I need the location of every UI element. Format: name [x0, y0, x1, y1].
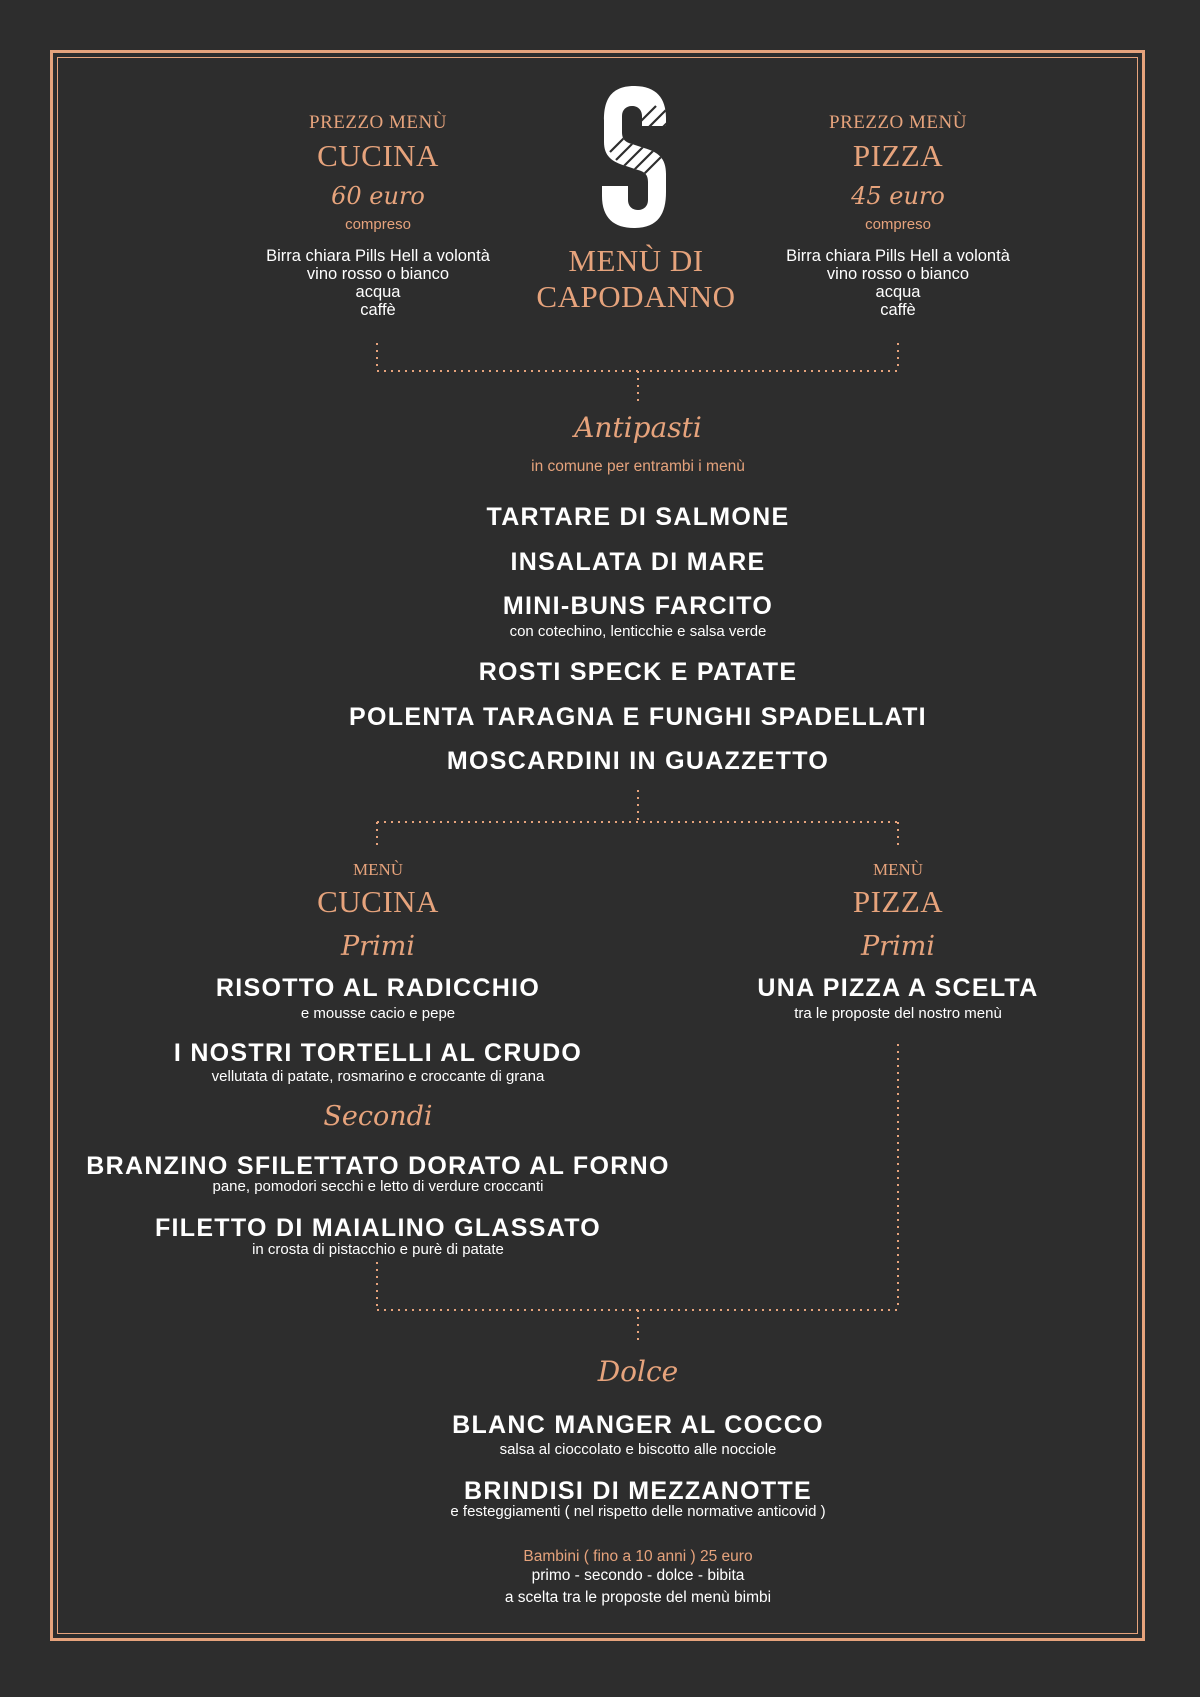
price-amount: 60 euro	[331, 182, 425, 210]
antipasto-dish: TARTARE DI SALMONE	[486, 503, 790, 531]
antipasto-dish: INSALATA DI MARE	[510, 548, 766, 576]
price-menu-name: CUCINA	[317, 138, 439, 173]
price-menu-name: PIZZA	[852, 138, 944, 173]
secondo-desc: pane, pomodori secchi e letto di verdure croccanti	[212, 1178, 544, 1195]
antipasto-desc: con cotechino, lenticchie e salsa verde	[509, 623, 767, 640]
included-item: Birra chiara Pills Hell a volontà	[786, 247, 1010, 265]
dolce-desc: salsa al cioccolato e biscotto alle nocciole	[499, 1441, 777, 1458]
included-item: acqua	[875, 283, 921, 301]
primo-desc: vellutata di patate, rosmarino e croccante di grana	[211, 1068, 545, 1085]
bambini-line1: primo - secondo - dolce - bibita	[531, 1567, 745, 1584]
bambini-title: Bambini ( fino a 10 anni ) 25 euro	[523, 1548, 753, 1565]
dolce-heading: Dolce	[597, 1355, 679, 1388]
cucina-secondi-heading: Secondi	[323, 1101, 433, 1132]
included-label: compreso	[865, 216, 931, 233]
stylized-s-logo-icon	[596, 82, 672, 232]
price-label: PREZZO MENÙ	[829, 112, 967, 133]
pizza-dish: UNA PIZZA A SCELTA	[757, 974, 1039, 1002]
included-list	[228, 247, 528, 319]
secondo-dish: FILETTO DI MAIALINO GLASSATO	[154, 1214, 602, 1242]
antipasto-dish: POLENTA TARAGNA E FUNGHI SPADELLATI	[349, 703, 927, 731]
menu-title-line1: MENÙ DI	[568, 243, 704, 278]
price-label: PREZZO MENÙ	[309, 112, 447, 133]
included-item: caffè	[360, 301, 396, 319]
antipasto-dish: ROSTI SPECK E PATATE	[478, 658, 798, 686]
dolce-dish: BLANC MANGER AL COCCO	[452, 1411, 824, 1439]
included-item: Birra chiara Pills Hell a volontà	[266, 247, 490, 265]
cucina-primi-heading: Primi	[341, 931, 415, 962]
price-block-cucina	[228, 112, 528, 319]
antipasto-dish: MINI-BUNS FARCITO	[502, 592, 774, 620]
menu-title	[520, 243, 752, 315]
dolce-desc: e festeggiamenti ( nel rispetto delle normative anticovid )	[450, 1503, 826, 1520]
primo-dish: I NOSTRI TORTELLI AL CRUDO	[173, 1039, 583, 1067]
included-item: vino rosso o bianco	[826, 265, 970, 283]
brand-logo	[596, 82, 672, 232]
included-item: caffè	[880, 301, 916, 319]
primo-desc: e mousse cacio e pepe	[300, 1005, 456, 1022]
bambini-line2: a scelta tra le proposte del menù bimbi	[504, 1589, 772, 1606]
menu-cucina-label: MENÙ	[352, 860, 404, 879]
primo-dish: RISOTTO AL RADICCHIO	[215, 974, 541, 1002]
menu-cucina-name: CUCINA	[317, 884, 439, 919]
included-item: vino rosso o bianco	[306, 265, 450, 283]
menu-pizza-label: MENÙ	[872, 860, 924, 879]
menu-title-line2: CAPODANNO	[536, 279, 736, 314]
included-list	[748, 247, 1048, 319]
secondo-desc: in crosta di pistacchio e purè di patate	[252, 1241, 504, 1258]
price-block-pizza	[748, 112, 1048, 319]
pizza-primi-heading: Primi	[861, 931, 935, 962]
price-amount: 45 euro	[851, 182, 945, 210]
dolce-dish: BRINDISI DI MEZZANOTTE	[463, 1477, 813, 1505]
antipasto-dish: MOSCARDINI IN GUAZZETTO	[446, 747, 830, 775]
antipasti-note: in comune per entrambi i menù	[531, 458, 745, 475]
pizza-desc: tra le proposte del nostro menù	[794, 1005, 1002, 1022]
included-label: compreso	[345, 216, 411, 233]
antipasti-heading: Antipasti	[574, 411, 702, 444]
menu-pizza-name: PIZZA	[852, 884, 944, 919]
included-item: acqua	[355, 283, 401, 301]
secondo-dish: BRANZINO SFILETTATO DORATO AL FORNO	[86, 1152, 670, 1180]
